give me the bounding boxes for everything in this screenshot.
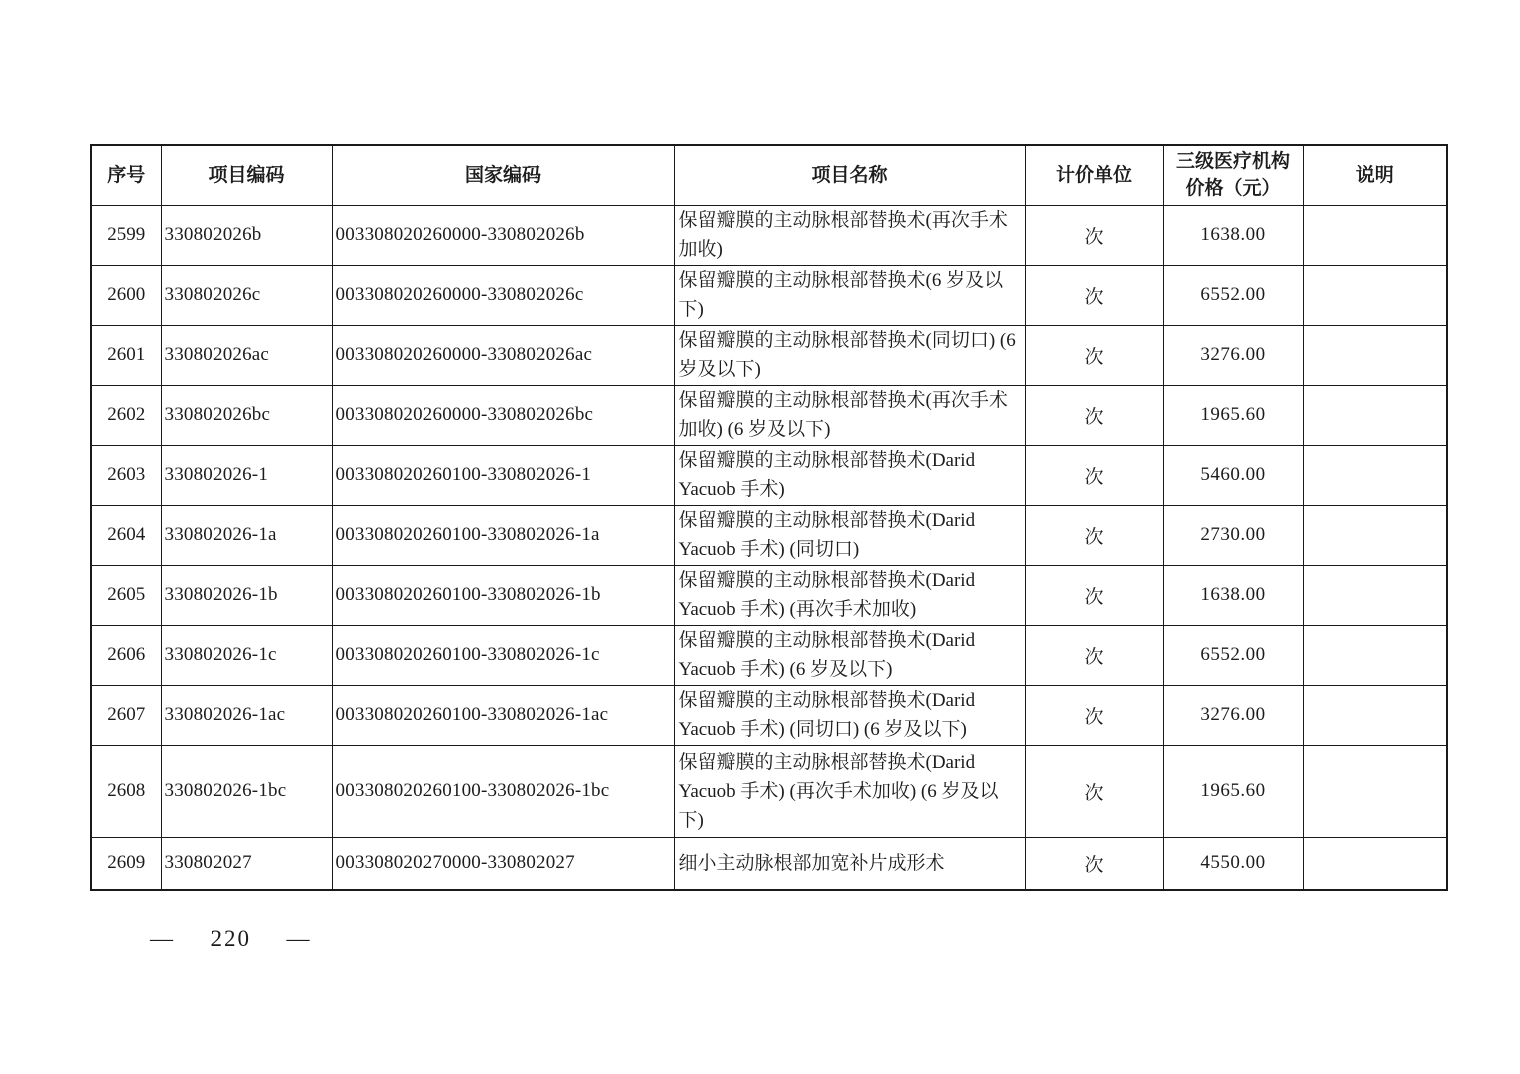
cell-item-name: 保留瓣膜的主动脉根部替换术(Darid Yacuob 手术) (再次手术加收) bbox=[674, 565, 1025, 625]
cell-index: 2602 bbox=[91, 385, 161, 445]
table-row bbox=[91, 565, 1447, 625]
col-header-index: 序号 bbox=[91, 145, 161, 205]
table-row bbox=[91, 505, 1447, 565]
cell-item-code: 330802026-1c bbox=[161, 625, 332, 685]
cell-note bbox=[1303, 745, 1447, 837]
cell-note bbox=[1303, 205, 1447, 265]
table-row bbox=[91, 685, 1447, 745]
cell-pricing-unit: 次 bbox=[1025, 445, 1163, 505]
col-header-item-name: 项目名称 bbox=[674, 145, 1025, 205]
cell-index: 2599 bbox=[91, 205, 161, 265]
cell-pricing-unit: 次 bbox=[1025, 325, 1163, 385]
cell-item-code: 330802026ac bbox=[161, 325, 332, 385]
cell-price: 6552.00 bbox=[1163, 265, 1303, 325]
cell-item-name: 保留瓣膜的主动脉根部替换术(Darid Yacuob 手术) (6 岁及以下) bbox=[674, 625, 1025, 685]
table-row bbox=[91, 837, 1447, 890]
table-row bbox=[91, 265, 1447, 325]
table-row bbox=[91, 625, 1447, 685]
cell-pricing-unit: 次 bbox=[1025, 837, 1163, 890]
cell-price: 1638.00 bbox=[1163, 565, 1303, 625]
cell-index: 2603 bbox=[91, 445, 161, 505]
cell-index: 2608 bbox=[91, 745, 161, 837]
cell-item-name: 保留瓣膜的主动脉根部替换术(同切口) (6 岁及以下) bbox=[674, 325, 1025, 385]
cell-price: 4550.00 bbox=[1163, 837, 1303, 890]
cell-item-code: 330802026-1ac bbox=[161, 685, 332, 745]
cell-national-code: 003308020260100-330802026-1a bbox=[332, 505, 674, 565]
cell-national-code: 003308020260100-330802026-1ac bbox=[332, 685, 674, 745]
cell-index: 2604 bbox=[91, 505, 161, 565]
cell-price: 3276.00 bbox=[1163, 685, 1303, 745]
cell-item-name: 保留瓣膜的主动脉根部替换术(Darid Yacuob 手术) bbox=[674, 445, 1025, 505]
cell-pricing-unit: 次 bbox=[1025, 625, 1163, 685]
cell-item-code: 330802026c bbox=[161, 265, 332, 325]
cell-note bbox=[1303, 325, 1447, 385]
cell-item-name: 保留瓣膜的主动脉根部替换术(Darid Yacuob 手术) (同切口) (6 岁及以下) bbox=[674, 685, 1025, 745]
cell-national-code: 003308020260100-330802026-1b bbox=[332, 565, 674, 625]
cell-item-code: 330802026-1a bbox=[161, 505, 332, 565]
table-row bbox=[91, 385, 1447, 445]
cell-note bbox=[1303, 445, 1447, 505]
cell-price: 1965.60 bbox=[1163, 745, 1303, 837]
cell-item-code: 330802026-1b bbox=[161, 565, 332, 625]
table-row bbox=[91, 445, 1447, 505]
cell-price: 6552.00 bbox=[1163, 625, 1303, 685]
cell-national-code: 003308020260100-330802026-1 bbox=[332, 445, 674, 505]
cell-item-code: 330802026-1bc bbox=[161, 745, 332, 837]
cell-pricing-unit: 次 bbox=[1025, 205, 1163, 265]
cell-note bbox=[1303, 685, 1447, 745]
cell-item-name: 保留瓣膜的主动脉根部替换术(Darid Yacuob 手术) (同切口) bbox=[674, 505, 1025, 565]
cell-note bbox=[1303, 385, 1447, 445]
cell-note bbox=[1303, 837, 1447, 890]
col-header-note: 说明 bbox=[1303, 145, 1447, 205]
cell-index: 2600 bbox=[91, 265, 161, 325]
cell-national-code: 003308020260000-330802026bc bbox=[332, 385, 674, 445]
table-header-row bbox=[91, 145, 1447, 205]
cell-index: 2609 bbox=[91, 837, 161, 890]
cell-item-name: 保留瓣膜的主动脉根部替换术(再次手术加收) (6 岁及以下) bbox=[674, 385, 1025, 445]
cell-pricing-unit: 次 bbox=[1025, 385, 1163, 445]
cell-item-code: 330802026b bbox=[161, 205, 332, 265]
cell-price: 3276.00 bbox=[1163, 325, 1303, 385]
cell-note bbox=[1303, 265, 1447, 325]
table-row bbox=[91, 745, 1447, 837]
cell-pricing-unit: 次 bbox=[1025, 505, 1163, 565]
cell-index: 2605 bbox=[91, 565, 161, 625]
col-header-tier3-price: 三级医疗机构价格（元） bbox=[1163, 145, 1303, 205]
cell-note bbox=[1303, 505, 1447, 565]
cell-note bbox=[1303, 565, 1447, 625]
cell-item-name: 细小主动脉根部加宽补片成形术 bbox=[674, 837, 1025, 890]
cell-national-code: 003308020260000-330802026b bbox=[332, 205, 674, 265]
cell-price: 5460.00 bbox=[1163, 445, 1303, 505]
cell-item-code: 330802026bc bbox=[161, 385, 332, 445]
cell-national-code: 003308020260000-330802026c bbox=[332, 265, 674, 325]
cell-item-code: 330802026-1 bbox=[161, 445, 332, 505]
cell-index: 2601 bbox=[91, 325, 161, 385]
cell-pricing-unit: 次 bbox=[1025, 565, 1163, 625]
table-row bbox=[91, 205, 1447, 265]
table-row bbox=[91, 325, 1447, 385]
cell-price: 1638.00 bbox=[1163, 205, 1303, 265]
cell-item-code: 330802027 bbox=[161, 837, 332, 890]
cell-note bbox=[1303, 625, 1447, 685]
cell-pricing-unit: 次 bbox=[1025, 685, 1163, 745]
cell-national-code: 003308020270000-330802027 bbox=[332, 837, 674, 890]
cell-item-name: 保留瓣膜的主动脉根部替换术(Darid Yacuob 手术) (再次手术加收) (6 岁及以下) bbox=[674, 745, 1025, 837]
cell-national-code: 003308020260000-330802026ac bbox=[332, 325, 674, 385]
cell-item-name: 保留瓣膜的主动脉根部替换术(再次手术加收) bbox=[674, 205, 1025, 265]
medical-price-table bbox=[90, 144, 1448, 891]
cell-price: 1965.60 bbox=[1163, 385, 1303, 445]
col-header-national-code: 国家编码 bbox=[332, 145, 674, 205]
cell-national-code: 003308020260100-330802026-1c bbox=[332, 625, 674, 685]
col-header-item-code: 项目编码 bbox=[161, 145, 332, 205]
cell-pricing-unit: 次 bbox=[1025, 745, 1163, 837]
cell-item-name: 保留瓣膜的主动脉根部替换术(6 岁及以下) bbox=[674, 265, 1025, 325]
cell-national-code: 003308020260100-330802026-1bc bbox=[332, 745, 674, 837]
cell-pricing-unit: 次 bbox=[1025, 265, 1163, 325]
cell-index: 2607 bbox=[91, 685, 161, 745]
page-number: — 220 — bbox=[150, 926, 312, 951]
col-header-pricing-unit: 计价单位 bbox=[1025, 145, 1163, 205]
cell-price: 2730.00 bbox=[1163, 505, 1303, 565]
cell-index: 2606 bbox=[91, 625, 161, 685]
